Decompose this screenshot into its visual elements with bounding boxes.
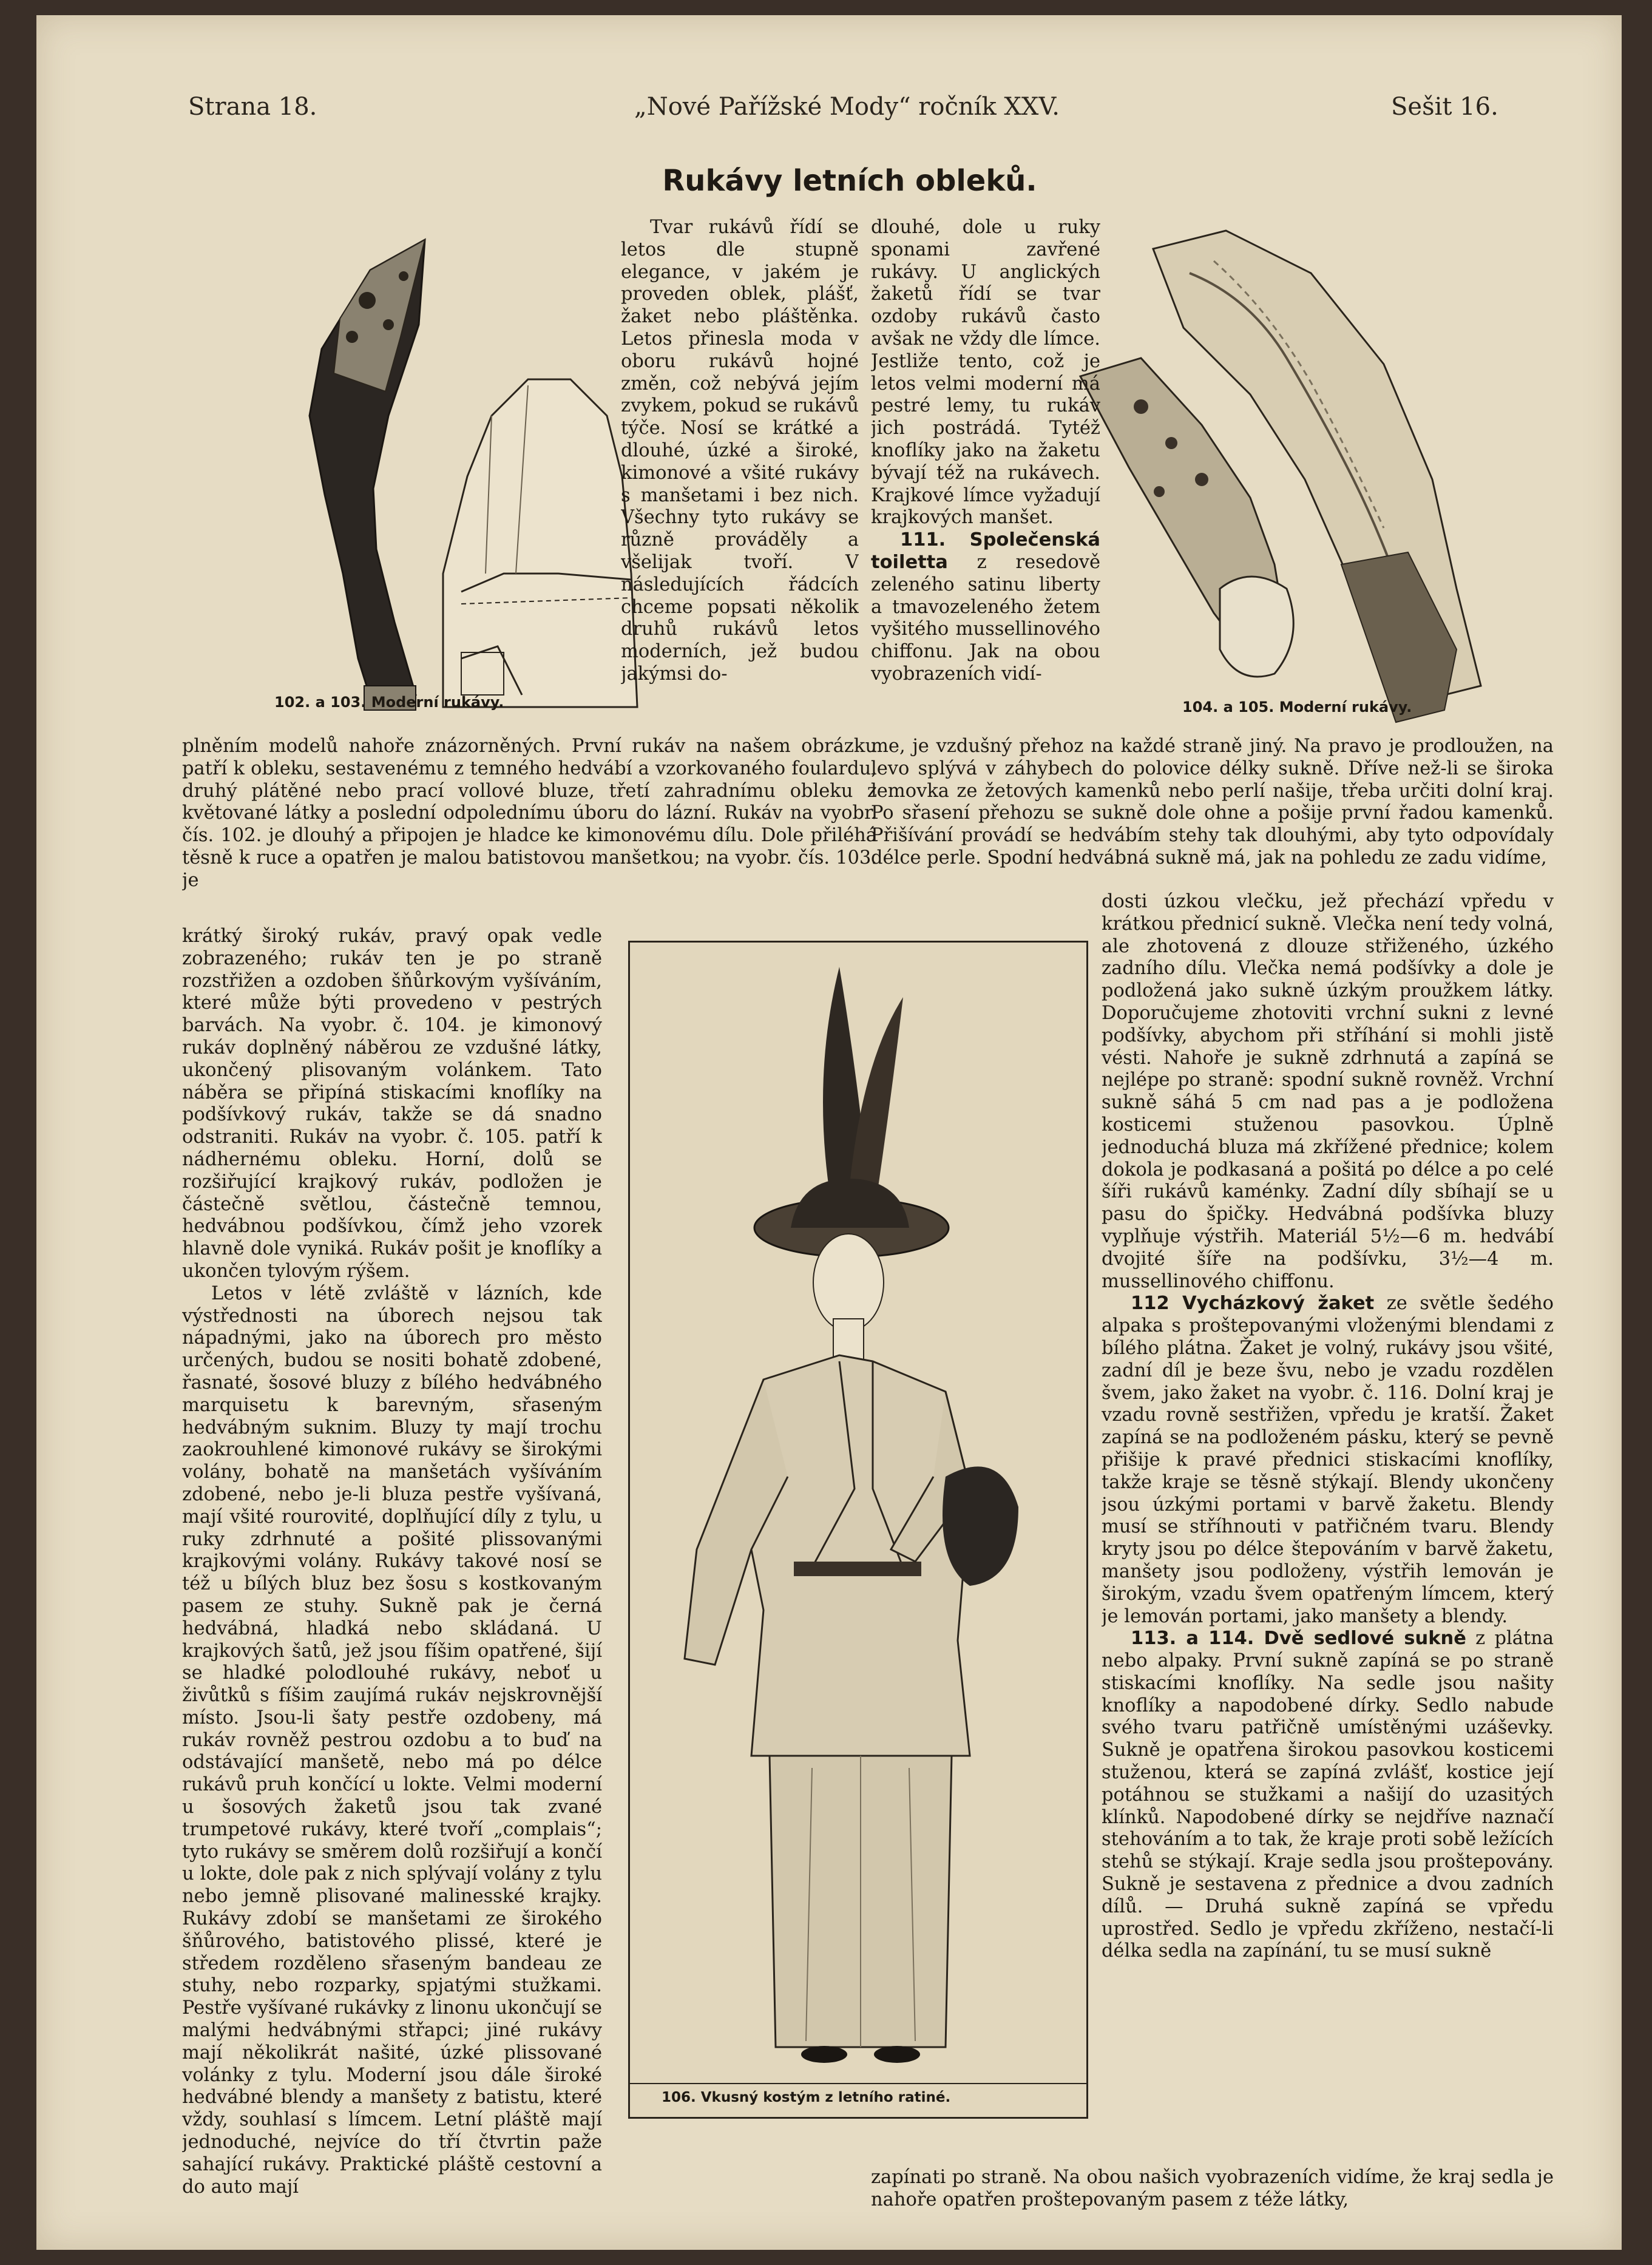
figure-caption-106: 106. Vkusný kostým z letního ratiné.	[662, 2090, 951, 2105]
left-paragraph-2: Letos v létě zvláště v lázních, kde výstřednosti na úborech nejsou tak nápadnými, jako na úborech pro město určených, budou se nositi bohatě zdobené, řasnaté, šosové bluzy z bílého hedvábného marquisetu k barevným, sřaseným hedvábným suknim. Bluzy ty mají trochu zaokrouhlené kimonové rukávy se širokými volány, bohatě na manšetách vyšíváním zdobené, nebo je-li bluza pestře vyšívaná, mají všité rourovité, doplňující díly z tylu, u ruky zdrhnuté a pošité plissovanými krajkovými volány. Rukávy takové nosí se též u bílých bluz bez šosu s kostkovaným pasem ze stuhy. Sukně pak je černá hedvábná, hladká nebo skládaná. U krajkových šatů, jež jsou fíšim opatřené, šijí se hladké polodlouhé rukávy, neboť u živůtků s fíšim zaujímá rukáv nejskrovnější místo. Jsou-li šaty pestře ozdobeny, má rukáv rovněž pestrou ozdobu a to buď na odstávající manšetě, nebo má po délce rukávů pruh končící u lokte. Velmi moderní u šosových žaketů jsou tak zvané trumpetové rukávy, které tvoří „complais“; tyto rukávy se směrem dolů rozšiřují a končí u lokte, dole pak z nich splývají volány z tylu nebo jemně plisované malinesské krajky. Rukávy zdobí se manšetami ze širokého šňůrového, batistového plissé, které je středem rozděleno sřaseným bandeau ze stuhy, nebo rozparky, spjatými stužkami. Pestře vyšívané rukávky z linonu ukončují se malými hedvábnými střapci; jiné rukávy mají několikrát našité, úzké plissované volánky z tylu. Moderní jsou dále široké hedvábné blendy a manšety z batistu, které vždy, souhlasí s límcem. Letní pláště mají jednoduché, nejvíce do tří čtvrtin paže sahající rukávy. Praktické pláště cestovní a do auto mají	[182, 1282, 602, 2198]
intro-column-a	[621, 217, 859, 751]
bottom-right-paragraph: zapínati po straně. Na obou našich vyobrazeních vidíme, že kraj sedla je nahoře opatřen proštepovaným pasem z téže látky,	[871, 2167, 1554, 2210]
wide-paragraph-right: me, je vzdušný přehoz na každé straně jiný. Na pravo je prodloužen, na levo splývá v záhybech do polovice délky sukně. Dříve než-li se široka lemovka ze žetových kamenků nebo perlí našije, třeba určiti dolní kraj. Po sřasení přehozu se sukně dole ohne a pošije první řadou kamenků. Přišívání provádí se hedvábím stehy tak dlouhými, aby tyto odpovídaly délce perle. Spodní hedvábná sukně má, jak na pohledu ze zadu vidíme,	[871, 736, 1554, 868]
intro-column-b	[871, 217, 1100, 751]
figure-caption-104-105: 104. a 105. Moderní rukávy.	[1182, 699, 1412, 716]
article-title: Rukávy letních obleků.	[662, 164, 1037, 198]
intro-paragraph-b: dlouhé, dole u ruky sponami zavřené rukávy. U anglických žaketů řídí se tvar ozdoby rukávů často avšak ne vždy dle límce. Jestliže tento, což je letos velmi moderní má pestré lemy, tu rukáv jich postrádá. Tytéž knoflíky jako na žaketu bývají též na rukávech. Krajkové límce vyžadují krajkových manšet.	[871, 217, 1100, 529]
journal-title: „Nové Pařížské Mody“ ročník XXV.	[634, 93, 1060, 121]
wide-text-right	[871, 736, 1554, 891]
left-column	[182, 926, 602, 2217]
sleeve-illustration-102-103	[243, 234, 643, 719]
left-paragraph-1: krátký široký rukáv, pravý opak vedle zobrazeného; rukáv ten je po straně rozstřižen a ozdoben šňůrkovým vyšíváním, které může býti provedeno v pestrých barvách. Na vyobr. č. 104. je kimonový rukáv doplněný náběrou ze vzdušné látky, ukončený plisovaným volánkem. Tato náběra se připíná stiskacími knoflíky na podšívkový rukáv, takže se dá snadno odstraniti. Rukáv na vyobr. č. 105. patří k nádhernému obleku. Horní, dolů se rozšiřující krajkový rukáv, podložen je částečně světlou, částečně temnou, hedvábnou podšívkou, čímž jeho vzorek hlavně dole vyniká. Rukáv pošit je knoflíky a ukončen tylovým rýšem.	[182, 926, 602, 1282]
paragraph-112-heading: 112 Vycházkový žaket	[1131, 1293, 1375, 1315]
bottom-right-text	[871, 2167, 1554, 2215]
paragraph-112-body: ze světle šedého alpaka s proštepovanými vloženými blendami z bílého plátna. Žaket je volný, rukávy jsou všité, zadní díl je beze švu, nebo je vzadu rozdělen švem, jako žaket na vyobr. č. 116. Dolní kraj je vzadu rovně sestřižen, vpředu je kratší. Žaket zapíná se na podloženém pásku, který se pevně přišije k pravé přednici stiskacími knoflíky, takže kraje se těsně stýkají. Blendy ukončeny jsou úzkými portami v barvě žaketu. Blendy musí se stříhnouti v patřičném tvaru. Blendy kryty jsou po délce štepováním v barvě žaketu, manšety jsou podloženy, výstřih lemován je širokým, vzadu švem opatřeným límcem, který je lemován portami, jako manšety a blendy.	[1102, 1293, 1554, 1627]
costume-illustration-106	[630, 943, 1086, 2117]
sleeve-illustration-104-105	[1068, 225, 1542, 740]
paragraph-113-heading: 113. a 114. Dvě sedlové sukně	[1131, 1628, 1466, 1650]
wide-paragraph-left: plněním modelů nahoře znázorněných. První rukáv na našem obrázku patří k obleku, sestavenému z temného hedvábí a vzorkovaného foulardu, druhý plátěné nebo prací vollové bluze, třetí zahradnímu obleku z květované látky a poslední odpolednímu úboru do lázní. Rukáv na vyobr. čís. 102. je dlouhý a připojen je hladce ke kimonovému dílu. Dole přiléhá těsně k ruce a opatřen je malou batistovou manšetkou; na vyobr. čís. 103. je	[182, 736, 877, 891]
figure-106-frame	[628, 941, 1088, 2119]
paragraph-111-heading: 111. Společenská toiletta	[871, 529, 1100, 573]
figure-caption-102-103: 102. a 103. Moderní rukávy.	[274, 694, 504, 711]
right-column	[1102, 891, 1554, 2165]
magazine-page	[36, 15, 1622, 2250]
paragraph-113-body: z plátna nebo alpaky. První sukně zapíná se po straně stiskacími knoflíky. Na sedle jsou našity knoflíky a napodobené dírky. Sedlo nabude svého tvaru patřičně umístěnými uzáševky. Sukně je opatřena širokou pasovkou kosticemi stuženou, která se zapíná zvlášť, kostice její potáhnou se stužkami a našijí do uzasitých klínků. Napodobené dírky se nejdříve naznačí stehováním a to tak, že kraje proti sobě ležících stehů se stýkají. Kraje sedla jsou proštepovány. Sukně je sestavena z přednice a dvou zadních dílů. — Druhá sukně zapíná se vpředu uprostřed. Sedlo je vpředu zkříženo, nestačí-li délka sedla na zapínání, tu se musí sukně	[1102, 1628, 1554, 1962]
page-number: Strana 18.	[188, 93, 317, 121]
intro-paragraph-a: Tvar rukávů řídí se letos dle stupně elegance, v jakém je proveden oblek, plášť, žaket nebo pláštěnka. Letos přinesla moda v oboru rukávů hojné změn, což nebývá jejím zvykem, pokud se rukávů týče. Nosí se krátké a dlouhé, úzké a široké, kimonové a všité rukávy s manšetami i bez nich. Všechny tyto rukávy se různě prováděly a všelijak tvoří. V následujících řádcích chceme popsati několik druhů rukávů letos moderních, jež budou jakýmsi do-	[621, 217, 859, 685]
wide-text-left	[182, 736, 877, 936]
paragraph-111-intro: z resedově zeleného satinu liberty a tmavozeleného žetem vyšitého mussellinového chiffonu. Jak na obou vyobrazeních vidí-	[871, 551, 1100, 685]
issue-label: Sešit 16.	[1391, 93, 1498, 121]
right-paragraph-1: dosti úzkou vlečku, jež přechází vpředu v krátkou přednicí sukně. Vlečka není tedy volná, ale zhotovená z dlouze střiženého, úzkého zadního dílu. Vlečka nemá podšívky a dole je podložená jako sukně úzkým proužkem látky. Doporučujeme zhotoviti vrchní sukni z levné podšívky, abychom při stříhání si mohli jistě vésti. Nahoře je sukně zdrhnutá a zapíná se nejlépe po straně: spodní sukně rovněž. Vrchní sukně sáhá 5 cm nad pas a je podložena kosticemi stuženou pasovkou. Úplně jednoduchá bluza má zkřížené přednice; kolem dokola je podkasaná a pošitá po délce a po celé šíři rukávů kaménky. Zadní díly sbíhají se u pasu do špičky. Hedvábná podšívka bluzy vyplňuje výstřih. Materiál 5½—6 m. hedvábí dvojité šíře na podšívku, 3½—4 m. mussellinového chiffonu.	[1102, 891, 1554, 1292]
